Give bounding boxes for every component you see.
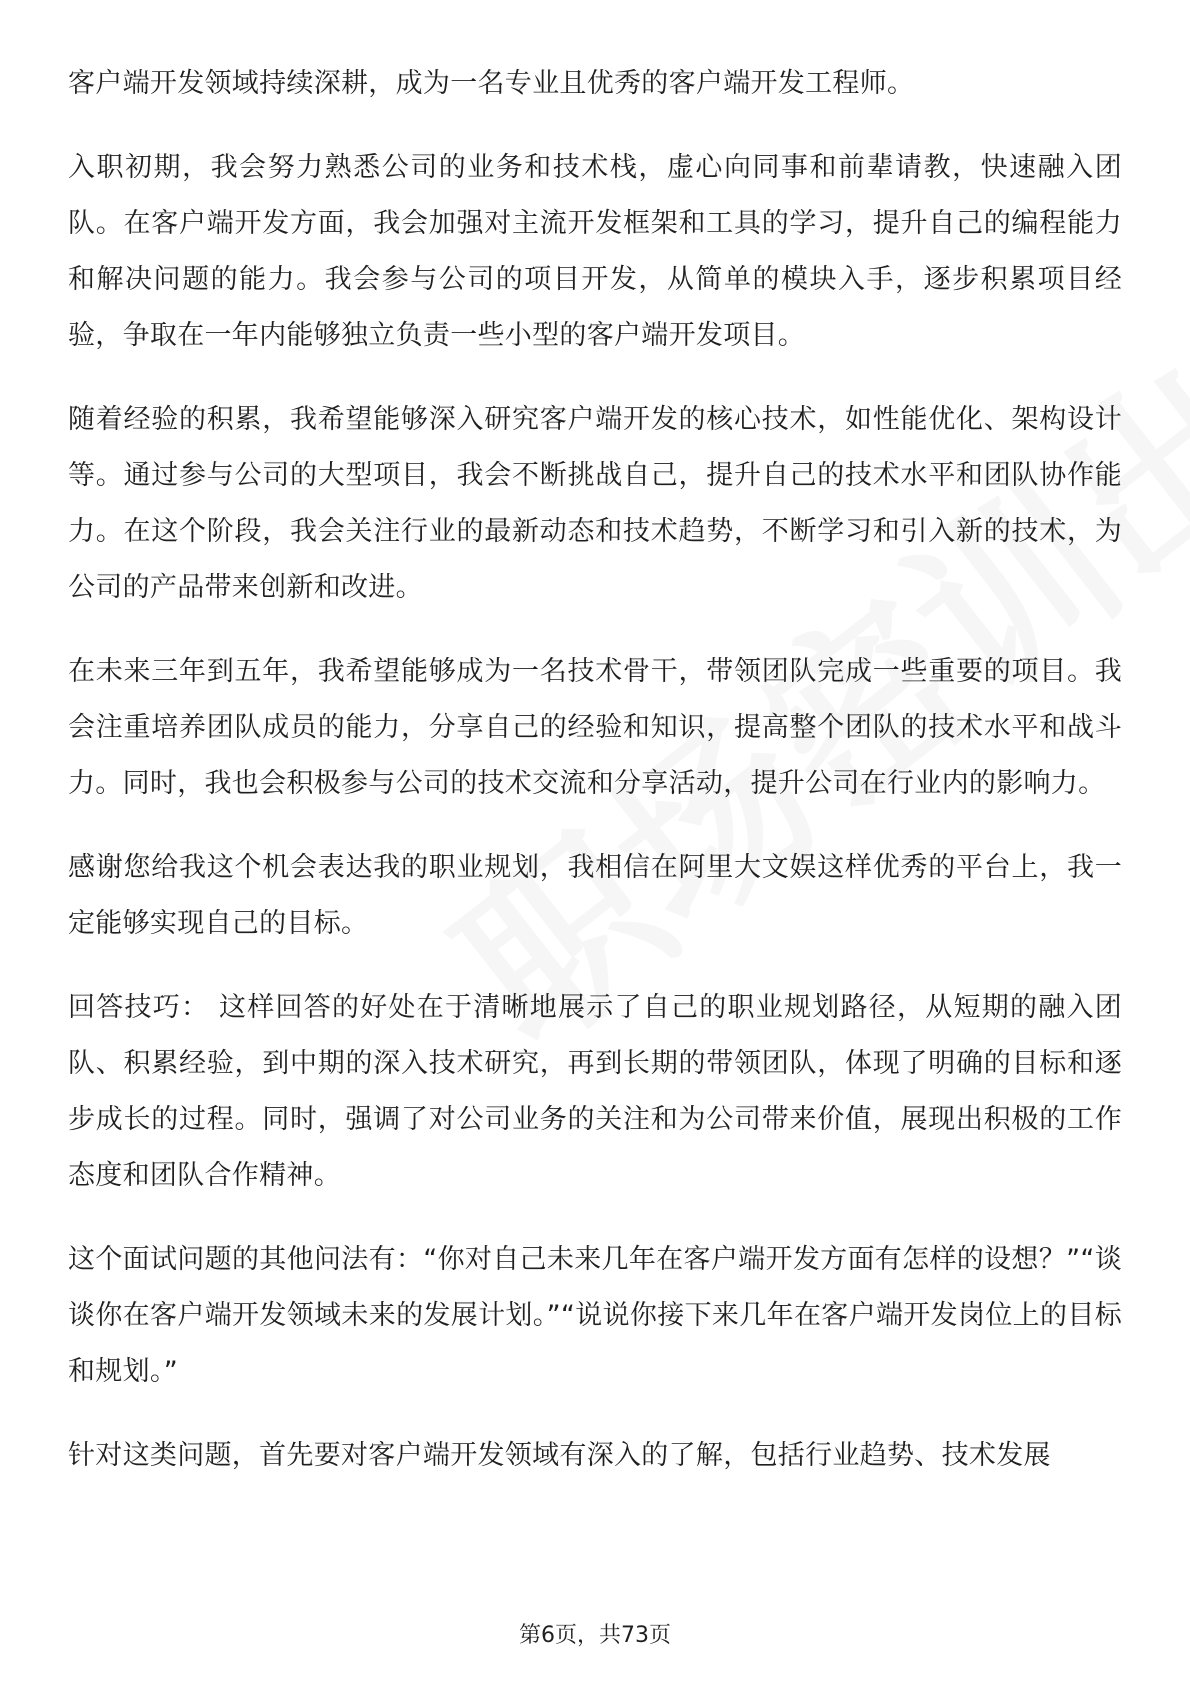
paragraph: 在未来三年到五年，我希望能够成为一名技术骨干，带领团队完成一些重要的项目。我会注重培养团队成员的能力，分享自己的经验和知识，提高整个团队的技术水平和战斗力。同时，我也会积极参与公司的技术交流和分享活动，提升公司在行业内的影响力。	[68, 656, 1122, 799]
alternate-questions-paragraph: 这个面试问题的其他问法有：“你对自己未来几年在客户端开发方面有怎样的设想？”“谈谈你在客户端开发领域未来的发展计划。”“说说你接下来几年在客户端开发岗位上的目标和规划。”	[68, 1244, 1122, 1387]
answer-tips-paragraph: 回答技巧： 这样回答的好处在于清晰地展示了自己的职业规划路径，从短期的融入团队、积累经验，到中期的深入技术研究，再到长期的带领团队，体现了明确的目标和逐步成长的过程。同时，强调了对公司业务的关注和为公司带来价值，展现出积极的工作态度和团队合作精神。	[68, 992, 1122, 1191]
paragraph: 客户端开发领域持续深耕，成为一名专业且优秀的客户端开发工程师。	[68, 68, 915, 99]
paragraph: 感谢您给我这个机会表达我的职业规划，我相信在阿里大文娱这样优秀的平台上，我一定能够实现自己的目标。	[68, 852, 1122, 939]
paragraph: 针对这类问题，首先要对客户端开发领域有深入的了解，包括行业趋势、技术发展	[68, 1440, 1051, 1471]
paragraph: 入职初期，我会努力熟悉公司的业务和技术栈，虚心向同事和前辈请教，快速融入团队。在客户端开发方面，我会加强对主流开发框架和工具的学习，提升自己的编程能力和解决问题的能力。我会参与公司的项目开发，从简单的模块入手，逐步积累项目经验，争取在一年内能够独立负责一些小型的客户端开发项目。	[68, 152, 1122, 351]
paragraph: 随着经验的积累，我希望能够深入研究客户端开发的核心技术，如性能优化、架构设计等。通过参与公司的大型项目，我会不断挑战自己，提升自己的技术水平和团队协作能力。在这个阶段，我会关注行业的最新动态和技术趋势，不断学习和引入新的技术，为公司的产品带来创新和改进。	[68, 404, 1122, 603]
document-body	[68, 56, 1122, 1512]
page-number: 第6页，共73页	[519, 1623, 671, 1648]
